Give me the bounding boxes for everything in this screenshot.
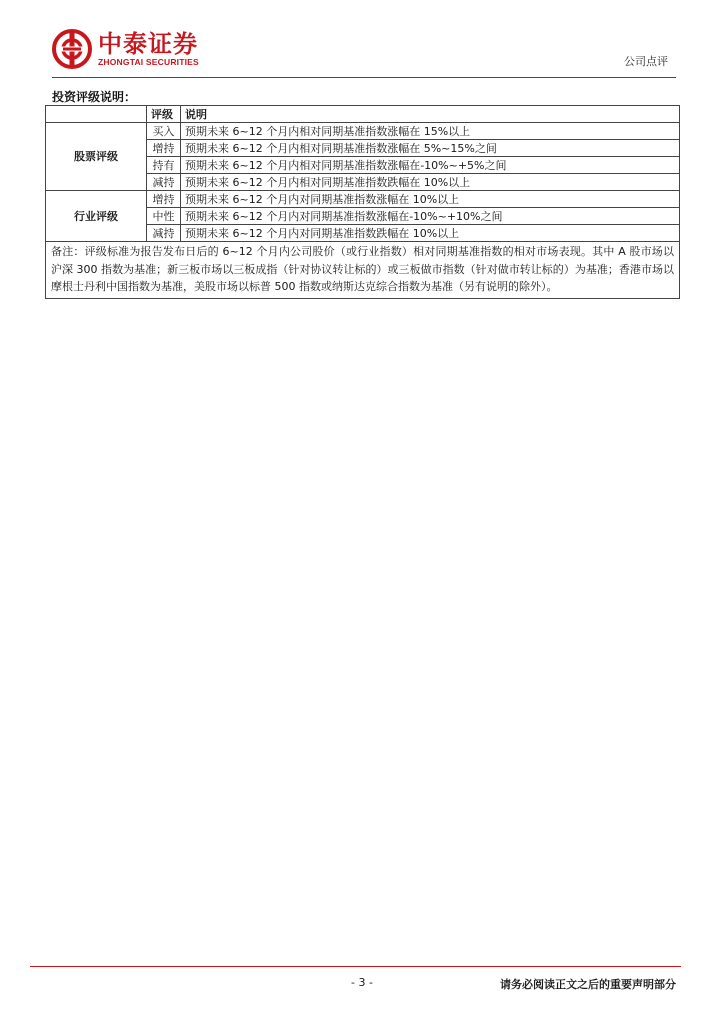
rating-cell: 中性	[147, 208, 181, 225]
rating-note: 备注：评级标准为报告发布日后的 6~12 个月内公司股价（或行业指数）相对同期基准指数的相对市场表现。其中 A 股市场以沪深 300 指数为基准；新三板市场以三板成指（针对协议转让标的）或三板做市指数（针对做市转让标的）为基准；香港市场以摩根士丹利中国指数为基准，美股市场以标普 500 指数或纳斯达克综合指数为基准（另有说明的除外）。	[46, 242, 680, 299]
zhongtai-logo-icon	[52, 29, 92, 69]
logo-chinese-name: 中泰证券	[98, 30, 198, 58]
header-divider	[52, 77, 676, 78]
company-logo	[52, 27, 199, 71]
rating-cell: 增持	[147, 191, 181, 208]
footer-divider	[30, 966, 681, 967]
rating-cell: 减持	[147, 225, 181, 242]
table-header-row	[46, 106, 680, 123]
rating-cell: 减持	[147, 174, 181, 191]
stock-rating-category: 股票评级	[46, 123, 147, 191]
industry-rating-category: 行业评级	[46, 191, 147, 242]
header-rating: 评级	[147, 106, 181, 123]
description-cell: 预期未来 6~12 个月内对同期基准指数涨幅在-10%~+10%之间	[181, 208, 680, 225]
description-cell: 预期未来 6~12 个月内对同期基准指数涨幅在 10%以上	[181, 191, 680, 208]
table-row	[46, 123, 680, 140]
section-title: 投资评级说明：	[52, 90, 137, 104]
page-header	[0, 0, 724, 80]
rating-cell: 买入	[147, 123, 181, 140]
description-cell: 预期未来 6~12 个月内对同期基准指数跌幅在 10%以上	[181, 225, 680, 242]
rating-cell: 持有	[147, 157, 181, 174]
rating-definition-table	[45, 105, 680, 299]
rating-cell: 增持	[147, 140, 181, 157]
logo-wordmark	[98, 31, 199, 67]
header-description: 说明	[181, 106, 680, 123]
description-cell: 预期未来 6~12 个月内相对同期基准指数跌幅在 10%以上	[181, 174, 680, 191]
disclaimer-note: 请务必阅读正文之后的重要声明部分	[500, 978, 676, 991]
page-number: - 3 -	[351, 976, 373, 989]
header-blank-cell	[46, 106, 147, 123]
report-type-label: 公司点评	[624, 55, 668, 68]
description-cell: 预期未来 6~12 个月内相对同期基准指数涨幅在 5%~15%之间	[181, 140, 680, 157]
logo-english-name: ZHONGTAI SECURITIES	[98, 57, 199, 67]
description-cell: 预期未来 6~12 个月内相对同期基准指数涨幅在 15%以上	[181, 123, 680, 140]
description-cell: 预期未来 6~12 个月内相对同期基准指数涨幅在-10%~+5%之间	[181, 157, 680, 174]
table-note-row	[46, 242, 680, 299]
table-row	[46, 191, 680, 208]
